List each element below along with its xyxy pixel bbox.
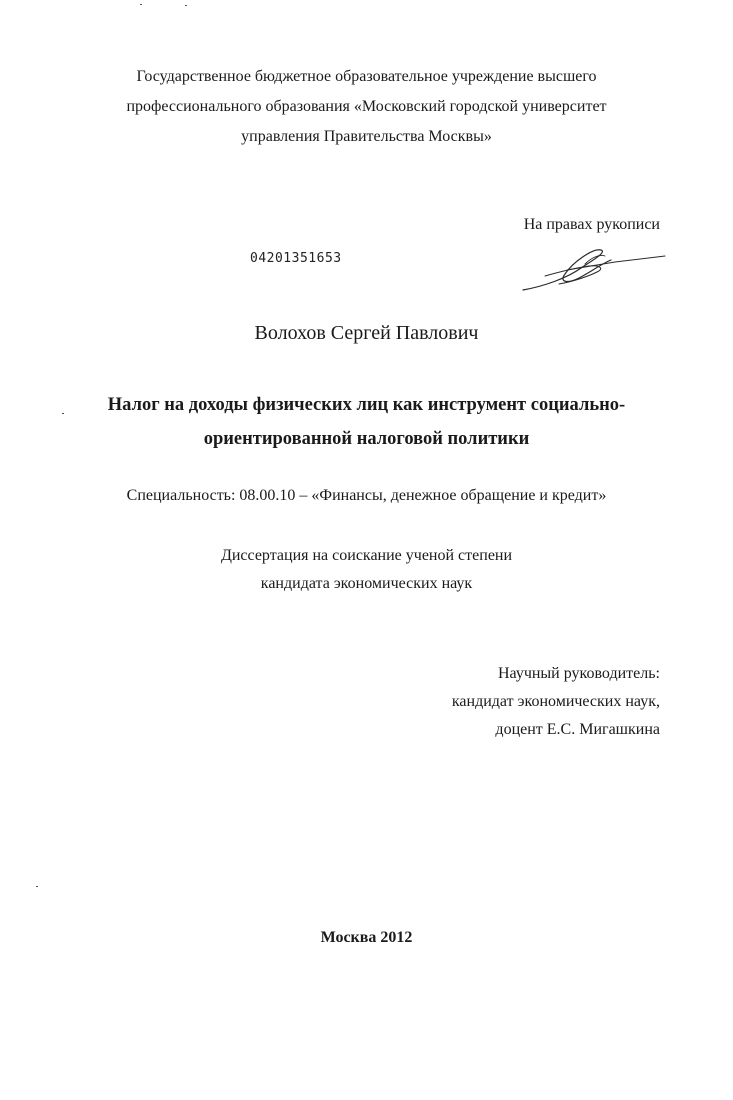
registration-number: 04201351653 <box>250 251 342 266</box>
specialty: Специальность: 08.00.10 – «Финансы, денежное обращение и кредит» <box>126 487 607 504</box>
scan-speck <box>36 886 38 887</box>
city-year: Москва 2012 <box>320 929 413 946</box>
title-line: Налог на доходы физических лиц как инструмент социально- <box>107 395 626 415</box>
author-name: Волохов Сергей Павлович <box>254 322 479 344</box>
manuscript-note: На правах рукописи <box>523 216 660 233</box>
institution-line: профессионального образования «Московский городской университет <box>126 98 607 115</box>
degree-statement <box>0 542 733 598</box>
scan-speck <box>140 4 142 5</box>
institution-name <box>0 62 733 152</box>
advisor-line: Научный руководитель: <box>497 665 660 682</box>
scan-speck <box>185 5 187 6</box>
title-line: ориентированной налоговой политики <box>203 429 530 449</box>
scientific-advisor <box>452 660 660 744</box>
degree-line: кандидата экономических наук <box>260 575 473 592</box>
degree-line: Диссертация на соискание ученой степени <box>220 547 513 564</box>
dissertation-title <box>0 388 733 456</box>
advisor-line: кандидат экономических наук, <box>451 693 660 710</box>
institution-line: Государственное бюджетное образовательное учреждение высшего <box>136 68 597 85</box>
handwritten-signature-icon <box>515 240 675 300</box>
institution-line: управления Правительства Москвы» <box>241 128 492 145</box>
advisor-line: доцент Е.С. Мигашкина <box>495 721 660 738</box>
